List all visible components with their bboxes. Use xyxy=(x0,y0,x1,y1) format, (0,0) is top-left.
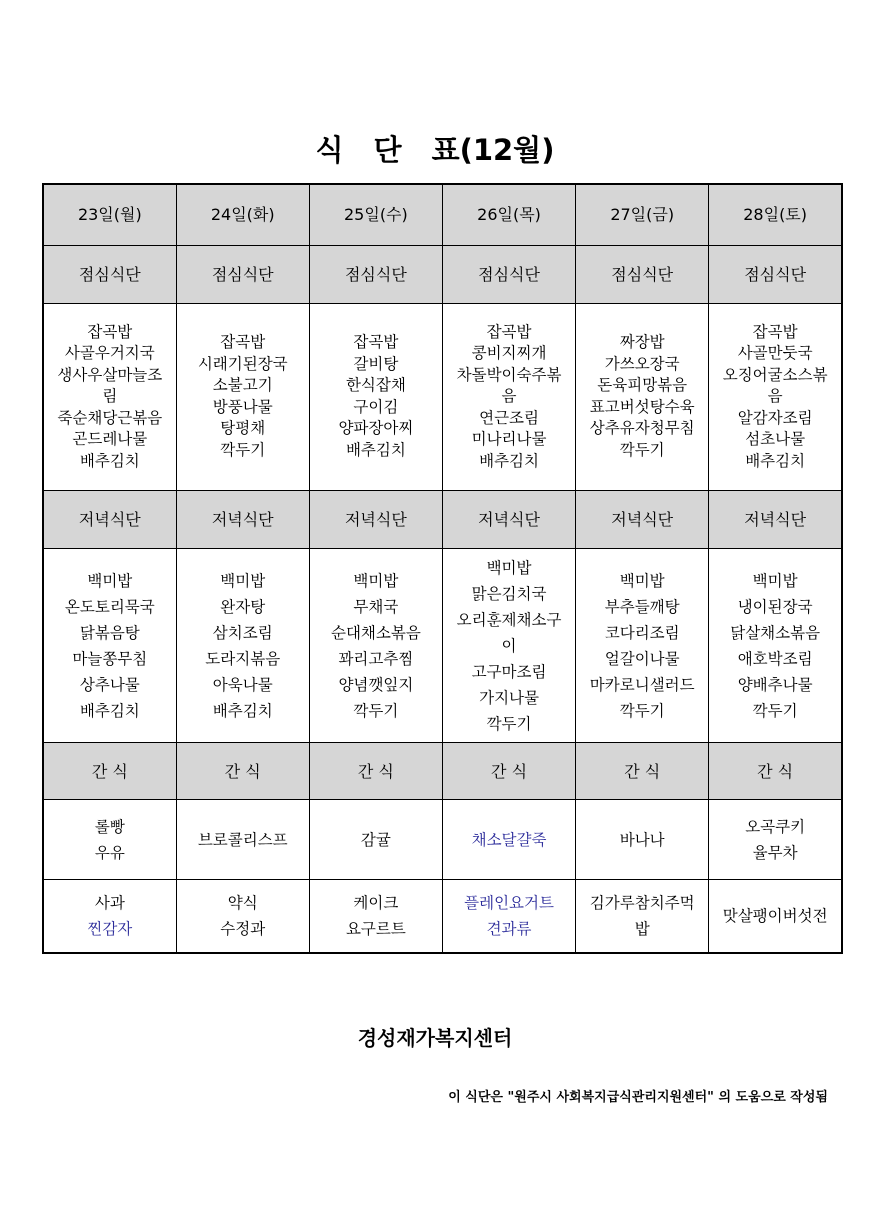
menu-item: 잡곡밥 xyxy=(486,322,532,341)
snack-header: 간 식 xyxy=(709,743,842,800)
snack-cell xyxy=(709,800,842,880)
menu-item: 마카로니샐러드 xyxy=(589,675,695,694)
menu-item: 콩비지찌개 xyxy=(471,344,547,362)
menu-item: 생사우살마늘조 xyxy=(57,365,163,384)
menu-item: 백미밥 xyxy=(220,571,266,590)
snack-cell xyxy=(176,880,309,953)
lunch-row xyxy=(43,303,842,490)
menu-item: 소불고기 xyxy=(212,376,273,395)
menu-item: 깍두기 xyxy=(619,701,665,720)
dinner-header: 저녁식단 xyxy=(709,490,842,548)
menu-item: 시래기된장국 xyxy=(197,354,288,373)
day-header: 23일(월) xyxy=(43,184,176,245)
snack-cell xyxy=(576,800,709,880)
menu-item: 바나나 xyxy=(619,830,665,849)
menu-item: 연근조림 xyxy=(479,408,539,427)
lunch-cell xyxy=(709,303,842,490)
dinner-header: 저녁식단 xyxy=(442,490,575,548)
menu-item: 백미밥 xyxy=(353,571,399,590)
day-header: 27일(금) xyxy=(576,184,709,245)
lunch-header: 점심식단 xyxy=(709,245,842,303)
menu-table xyxy=(42,183,843,954)
menu-item: 차돌박이숙주볶 xyxy=(456,365,562,384)
lunch-header: 점심식단 xyxy=(43,245,176,303)
menu-item: 양념깻잎지 xyxy=(338,675,414,694)
menu-item: 코다리조림 xyxy=(604,623,680,642)
snack-cell xyxy=(442,880,575,953)
title-part-3: 표(12월) xyxy=(431,133,555,167)
title-part-1: 식 xyxy=(315,133,344,167)
menu-item: 삼치조림 xyxy=(212,623,273,642)
menu-item: 감귤 xyxy=(360,830,391,849)
menu-item: 깍두기 xyxy=(752,701,798,720)
menu-item: 부추들깨탕 xyxy=(604,597,680,616)
snack-row-2 xyxy=(43,880,842,953)
menu-item: 찐감자 xyxy=(87,920,133,939)
footnote: 이 식단은 "원주시 사회복지급식관리지원센터" 의 도움으로 작성됨 xyxy=(448,1090,828,1105)
day-header: 26일(목) xyxy=(442,184,575,245)
menu-item: 배추김치 xyxy=(479,451,539,470)
lunch-cell xyxy=(309,303,442,490)
menu-item: 요구르트 xyxy=(345,920,406,939)
menu-item: 가지나물 xyxy=(479,688,539,707)
menu-item: 짜장밥 xyxy=(619,333,665,352)
menu-item: 브로콜리스프 xyxy=(197,830,288,849)
menu-item: 갈비탕 xyxy=(353,354,399,373)
menu-item: 이 xyxy=(501,636,517,655)
menu-item: 오리훈제채소구 xyxy=(456,610,562,629)
menu-item: 가쓰오장국 xyxy=(604,354,680,373)
lunch-cell xyxy=(43,303,176,490)
menu-item: 음 xyxy=(767,387,783,405)
dinner-cell xyxy=(442,548,575,742)
menu-item: 완자탕 xyxy=(220,597,266,616)
menu-item: 채소달걀죽 xyxy=(471,830,547,849)
lunch-header: 점심식단 xyxy=(176,245,309,303)
snack-cell xyxy=(43,880,176,953)
menu-item: 잡곡밥 xyxy=(353,333,399,352)
dinner-header: 저녁식단 xyxy=(309,490,442,548)
menu-item: 깍두기 xyxy=(486,714,532,733)
dinner-cell xyxy=(709,548,842,742)
menu-item: 밥 xyxy=(634,920,650,939)
lunch-header: 점심식단 xyxy=(442,245,575,303)
menu-item: 양배추나물 xyxy=(737,675,813,694)
menu-item: 꽈리고추찜 xyxy=(338,649,414,668)
snack-cell xyxy=(309,880,442,953)
menu-item: 맛살팽이버섯전 xyxy=(722,907,828,926)
menu-item: 오징어굴소스볶 xyxy=(722,365,828,384)
menu-item: 약식 xyxy=(227,894,258,913)
menu-item: 마늘쫑무침 xyxy=(72,649,148,668)
dinner-header-row xyxy=(43,490,842,548)
menu-item: 미나리나물 xyxy=(471,430,547,448)
menu-item: 사골우거지국 xyxy=(64,344,155,362)
menu-item: 잡곡밥 xyxy=(87,322,133,341)
menu-item: 맑은김치국 xyxy=(471,584,547,603)
menu-item: 양파장아찌 xyxy=(338,419,414,438)
menu-item: 잡곡밥 xyxy=(752,322,798,341)
menu-item: 냉이된장국 xyxy=(737,597,813,616)
menu-item: 온도토리묵국 xyxy=(64,597,155,616)
menu-item: 오곡쿠키 xyxy=(745,817,806,836)
menu-item: 아욱나물 xyxy=(212,675,273,694)
lunch-cell xyxy=(576,303,709,490)
menu-item: 플레인요거트 xyxy=(464,894,554,913)
menu-item: 롤빵 xyxy=(94,817,125,836)
snack-cell xyxy=(43,800,176,880)
snack-cell xyxy=(176,800,309,880)
menu-item: 상추유자청무침 xyxy=(589,419,695,438)
lunch-cell xyxy=(176,303,309,490)
snack-header: 간 식 xyxy=(176,743,309,800)
day-header: 24일(화) xyxy=(176,184,309,245)
menu-item: 백미밥 xyxy=(87,571,133,590)
menu-item: 닭볶음탕 xyxy=(79,623,140,642)
menu-item: 수정과 xyxy=(220,920,266,939)
dinner-cell xyxy=(176,548,309,742)
menu-item: 표고버섯탕수육 xyxy=(589,397,695,416)
menu-item: 애호박조림 xyxy=(737,649,813,668)
snack-header: 간 식 xyxy=(576,743,709,800)
page-title xyxy=(0,128,870,169)
menu-item: 알감자조림 xyxy=(737,408,813,427)
lunch-header-row xyxy=(43,245,842,303)
menu-item: 백미밥 xyxy=(486,558,532,577)
menu-item: 백미밥 xyxy=(619,571,665,590)
snack-header-row xyxy=(43,743,842,800)
day-header: 28일(토) xyxy=(709,184,842,245)
menu-item: 림 xyxy=(102,387,118,405)
menu-item: 얼갈이나물 xyxy=(604,649,680,668)
menu-item: 사골만둣국 xyxy=(737,344,813,362)
menu-item: 방풍나물 xyxy=(212,397,273,416)
menu-item: 한식잡채 xyxy=(345,376,406,395)
dinner-cell xyxy=(576,548,709,742)
menu-item: 배추김치 xyxy=(212,701,273,720)
menu-item: 깍두기 xyxy=(619,440,665,459)
menu-item: 죽순채당근볶음 xyxy=(57,408,163,427)
title-part-2: 단 xyxy=(373,133,402,167)
center-name: 경성재가복지센터 xyxy=(357,1026,513,1050)
menu-item: 상추나물 xyxy=(79,675,140,694)
menu-item: 견과류 xyxy=(486,920,532,939)
snack-cell xyxy=(576,880,709,953)
snack-header: 간 식 xyxy=(309,743,442,800)
menu-item: 백미밥 xyxy=(752,571,798,590)
dinner-header: 저녁식단 xyxy=(43,490,176,548)
snack-cell xyxy=(309,800,442,880)
menu-item: 케이크 xyxy=(353,894,399,913)
menu-item: 김가루참치주먹 xyxy=(589,894,695,913)
lunch-header: 점심식단 xyxy=(576,245,709,303)
menu-item: 배추김치 xyxy=(345,440,406,459)
menu-item: 무채국 xyxy=(353,597,399,616)
menu-item: 돈육피망볶음 xyxy=(597,376,688,395)
snack-cell xyxy=(442,800,575,880)
menu-item: 배추김치 xyxy=(79,451,140,470)
day-header: 25일(수) xyxy=(309,184,442,245)
menu-item: 탕평채 xyxy=(220,419,266,438)
menu-item: 깍두기 xyxy=(353,701,399,720)
snack-cell xyxy=(709,880,842,953)
menu-item: 곤드레나물 xyxy=(72,430,148,448)
dinner-row xyxy=(43,548,842,742)
dinner-header: 저녁식단 xyxy=(176,490,309,548)
menu-item: 율무차 xyxy=(752,843,798,862)
dinner-cell xyxy=(43,548,176,742)
menu-item: 음 xyxy=(501,387,517,405)
snack-header: 간 식 xyxy=(43,743,176,800)
snack-header: 간 식 xyxy=(442,743,575,800)
menu-item: 배추김치 xyxy=(79,701,140,720)
menu-item: 구이김 xyxy=(353,397,399,416)
snack-row-1 xyxy=(43,800,842,880)
menu-item: 배추김치 xyxy=(745,451,806,470)
menu-item: 닭살채소볶음 xyxy=(730,623,821,642)
menu-item: 사과 xyxy=(94,894,125,913)
menu-item: 도라지볶음 xyxy=(205,649,281,668)
menu-item: 순대채소볶음 xyxy=(330,623,421,642)
menu-item: 깍두기 xyxy=(220,440,266,459)
menu-item: 우유 xyxy=(94,843,125,862)
dinner-cell xyxy=(309,548,442,742)
day-header-row xyxy=(43,184,842,245)
menu-item: 잡곡밥 xyxy=(220,333,266,352)
lunch-cell xyxy=(442,303,575,490)
menu-item: 섬초나물 xyxy=(745,430,806,448)
dinner-header: 저녁식단 xyxy=(576,490,709,548)
lunch-header: 점심식단 xyxy=(309,245,442,303)
menu-item: 고구마조림 xyxy=(471,662,547,681)
